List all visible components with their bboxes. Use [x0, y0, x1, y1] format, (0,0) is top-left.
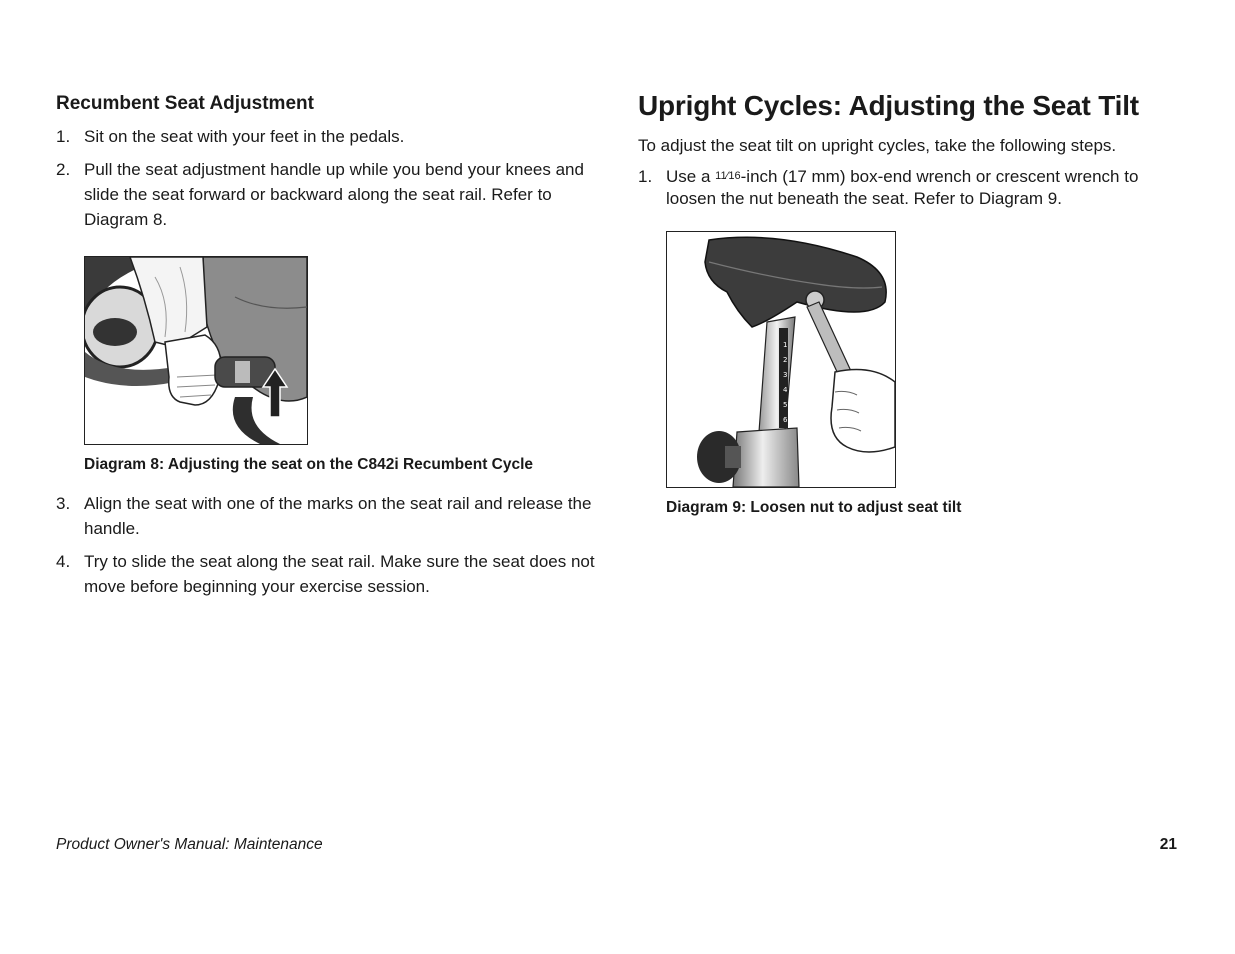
diagram-9-image: [666, 231, 896, 488]
scale-mark: 5: [783, 401, 788, 409]
steps-list-first: [56, 124, 601, 232]
list-item: [56, 491, 601, 541]
step-number: 1.: [638, 167, 653, 186]
step-text-prefix: Use a: [666, 167, 716, 186]
wrench-size-fraction: 11⁄16: [715, 170, 741, 182]
steps-list-upright: [638, 166, 1183, 210]
upright-seat-illustration: [667, 232, 895, 487]
scale-mark: 2: [783, 356, 788, 364]
step-number: 3.: [56, 494, 71, 513]
step-text: Align the seat with one of the marks on the seat rail and release the handle.: [84, 494, 592, 538]
recumbent-seat-illustration: [85, 257, 307, 444]
list-item: [56, 549, 601, 599]
right-column: [638, 88, 1183, 518]
list-item: [56, 157, 601, 232]
step-text-suffix: -inch (17 mm) box-end wrench or crescent wrench to loosen the nut beneath the seat. Refer to Diagram 9.: [666, 167, 1139, 208]
footer-title: Product Owner's Manual: Maintenance: [56, 836, 323, 853]
section-heading: Recumbent Seat Adjustment: [56, 93, 314, 114]
page-title: Upright Cycles: Adjusting the Seat Tilt: [638, 90, 1139, 121]
step-number: 1.: [56, 127, 71, 146]
intro-paragraph: To adjust the seat tilt on upright cycles, take the following steps.: [638, 136, 1117, 155]
scale-mark: 1: [783, 341, 788, 349]
left-column: [56, 92, 601, 607]
step-text: Sit on the seat with your feet in the pedals.: [84, 127, 405, 146]
step-text: Try to slide the seat along the seat rail. Make sure the seat does not move before beginning your exercise session.: [84, 552, 595, 596]
scale-mark: 4: [783, 386, 788, 394]
steps-list-second: [56, 491, 601, 599]
list-item: [638, 166, 1183, 210]
diagram-8-image: [84, 256, 308, 445]
diagram-9-caption: Diagram 9: Loosen nut to adjust seat tilt: [666, 499, 962, 516]
diagram-8-caption: Diagram 8: Adjusting the seat on the C842i Recumbent Cycle: [84, 456, 534, 473]
scale-mark: 6: [783, 416, 788, 424]
step-number: 2.: [56, 160, 71, 179]
list-item: [56, 124, 601, 149]
page-number: 21: [1159, 836, 1177, 853]
step-number: 4.: [56, 552, 71, 571]
step-text: Pull the seat adjustment handle up while you bend your knees and slide the seat forward or backward along the seat rail. Refer to Diagram 8.: [84, 160, 584, 229]
scale-mark: 3: [783, 371, 788, 379]
